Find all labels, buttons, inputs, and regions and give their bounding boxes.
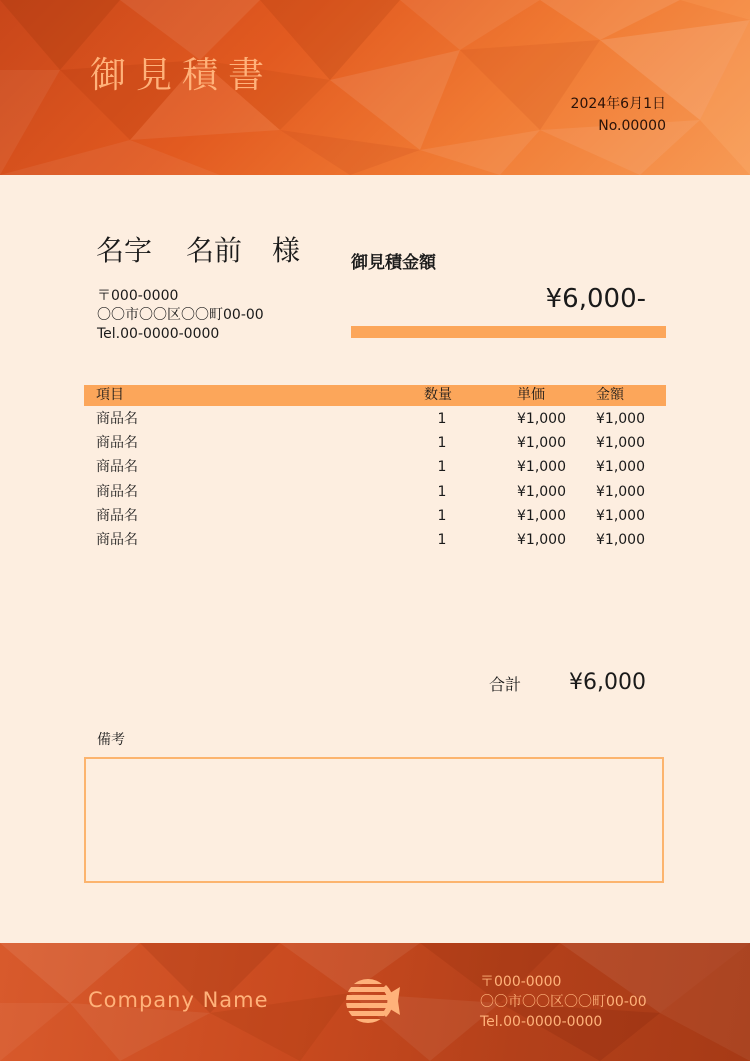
row-item: 商品名 — [96, 507, 138, 524]
row-unit-price: ¥1,000 — [517, 507, 566, 524]
items-table — [84, 385, 666, 551]
notes-label: 備考 — [97, 732, 125, 748]
recipient-surname: 名字 — [96, 234, 153, 267]
header-quantity: 数量 — [424, 387, 452, 403]
header-unit-price: 単価 — [517, 387, 545, 403]
issue-date: 2024年6月1日 — [570, 96, 666, 112]
striped-sun-logo-icon — [346, 973, 402, 1029]
total-label: 合計 — [489, 675, 522, 694]
company-phone: Tel.00-0000-0000 — [480, 1014, 603, 1030]
document-number: No.00000 — [598, 118, 666, 134]
recipient-given-name: 名前 — [186, 234, 243, 267]
company-street: 〇〇市〇〇区〇〇町00-00 — [480, 994, 647, 1010]
row-unit-price: ¥1,000 — [517, 483, 566, 500]
header-band — [0, 0, 750, 175]
row-quantity: 1 — [437, 411, 447, 427]
row-amount: ¥1,000 — [596, 531, 645, 548]
estimate-amount-value: ¥6,000- — [545, 284, 646, 314]
total-value: ¥6,000 — [569, 670, 646, 695]
row-unit-price: ¥1,000 — [517, 411, 566, 427]
company-name: Company Name — [88, 988, 269, 1012]
row-quantity: 1 — [437, 507, 447, 524]
recipient-phone: Tel.00-0000-0000 — [97, 326, 220, 342]
table-header — [84, 385, 666, 406]
company-postal-code: 〒000-0000 — [480, 974, 562, 990]
row-unit-price: ¥1,000 — [517, 459, 566, 476]
estimate-amount-label: 御見積金額 — [351, 253, 436, 273]
row-amount: ¥1,000 — [596, 459, 645, 476]
row-quantity: 1 — [437, 483, 447, 500]
row-amount: ¥1,000 — [596, 483, 645, 500]
document-title: 御見積書 — [90, 55, 275, 96]
row-quantity: 1 — [437, 459, 447, 476]
recipient-street: 〇〇市〇〇区〇〇町00-00 — [97, 307, 264, 323]
row-amount: ¥1,000 — [596, 411, 645, 427]
header-amount: 金額 — [596, 387, 624, 403]
recipient-name — [96, 236, 300, 267]
header-item: 項目 — [96, 387, 124, 403]
row-item: 商品名 — [96, 483, 138, 500]
recipient-address — [97, 287, 264, 344]
row-item: 商品名 — [96, 459, 138, 476]
row-item: 商品名 — [96, 531, 138, 548]
table-row — [84, 430, 666, 454]
table-row — [84, 479, 666, 503]
table-row — [84, 454, 666, 478]
row-quantity: 1 — [437, 531, 447, 548]
row-item: 商品名 — [96, 411, 138, 427]
footer-band — [0, 943, 750, 1061]
notes-box[interactable] — [84, 757, 664, 883]
row-quantity: 1 — [437, 435, 447, 452]
table-row — [84, 406, 666, 430]
row-amount: ¥1,000 — [596, 507, 645, 524]
estimate-amount-underline — [351, 326, 666, 338]
recipient-honorific: 様 — [272, 234, 301, 267]
company-address — [480, 972, 647, 1032]
row-amount: ¥1,000 — [596, 435, 645, 452]
table-row — [84, 503, 666, 527]
row-unit-price: ¥1,000 — [517, 435, 566, 452]
row-unit-price: ¥1,000 — [517, 531, 566, 548]
recipient-postal-code: 〒000-0000 — [97, 288, 179, 304]
table-row — [84, 527, 666, 551]
row-item: 商品名 — [96, 435, 138, 452]
